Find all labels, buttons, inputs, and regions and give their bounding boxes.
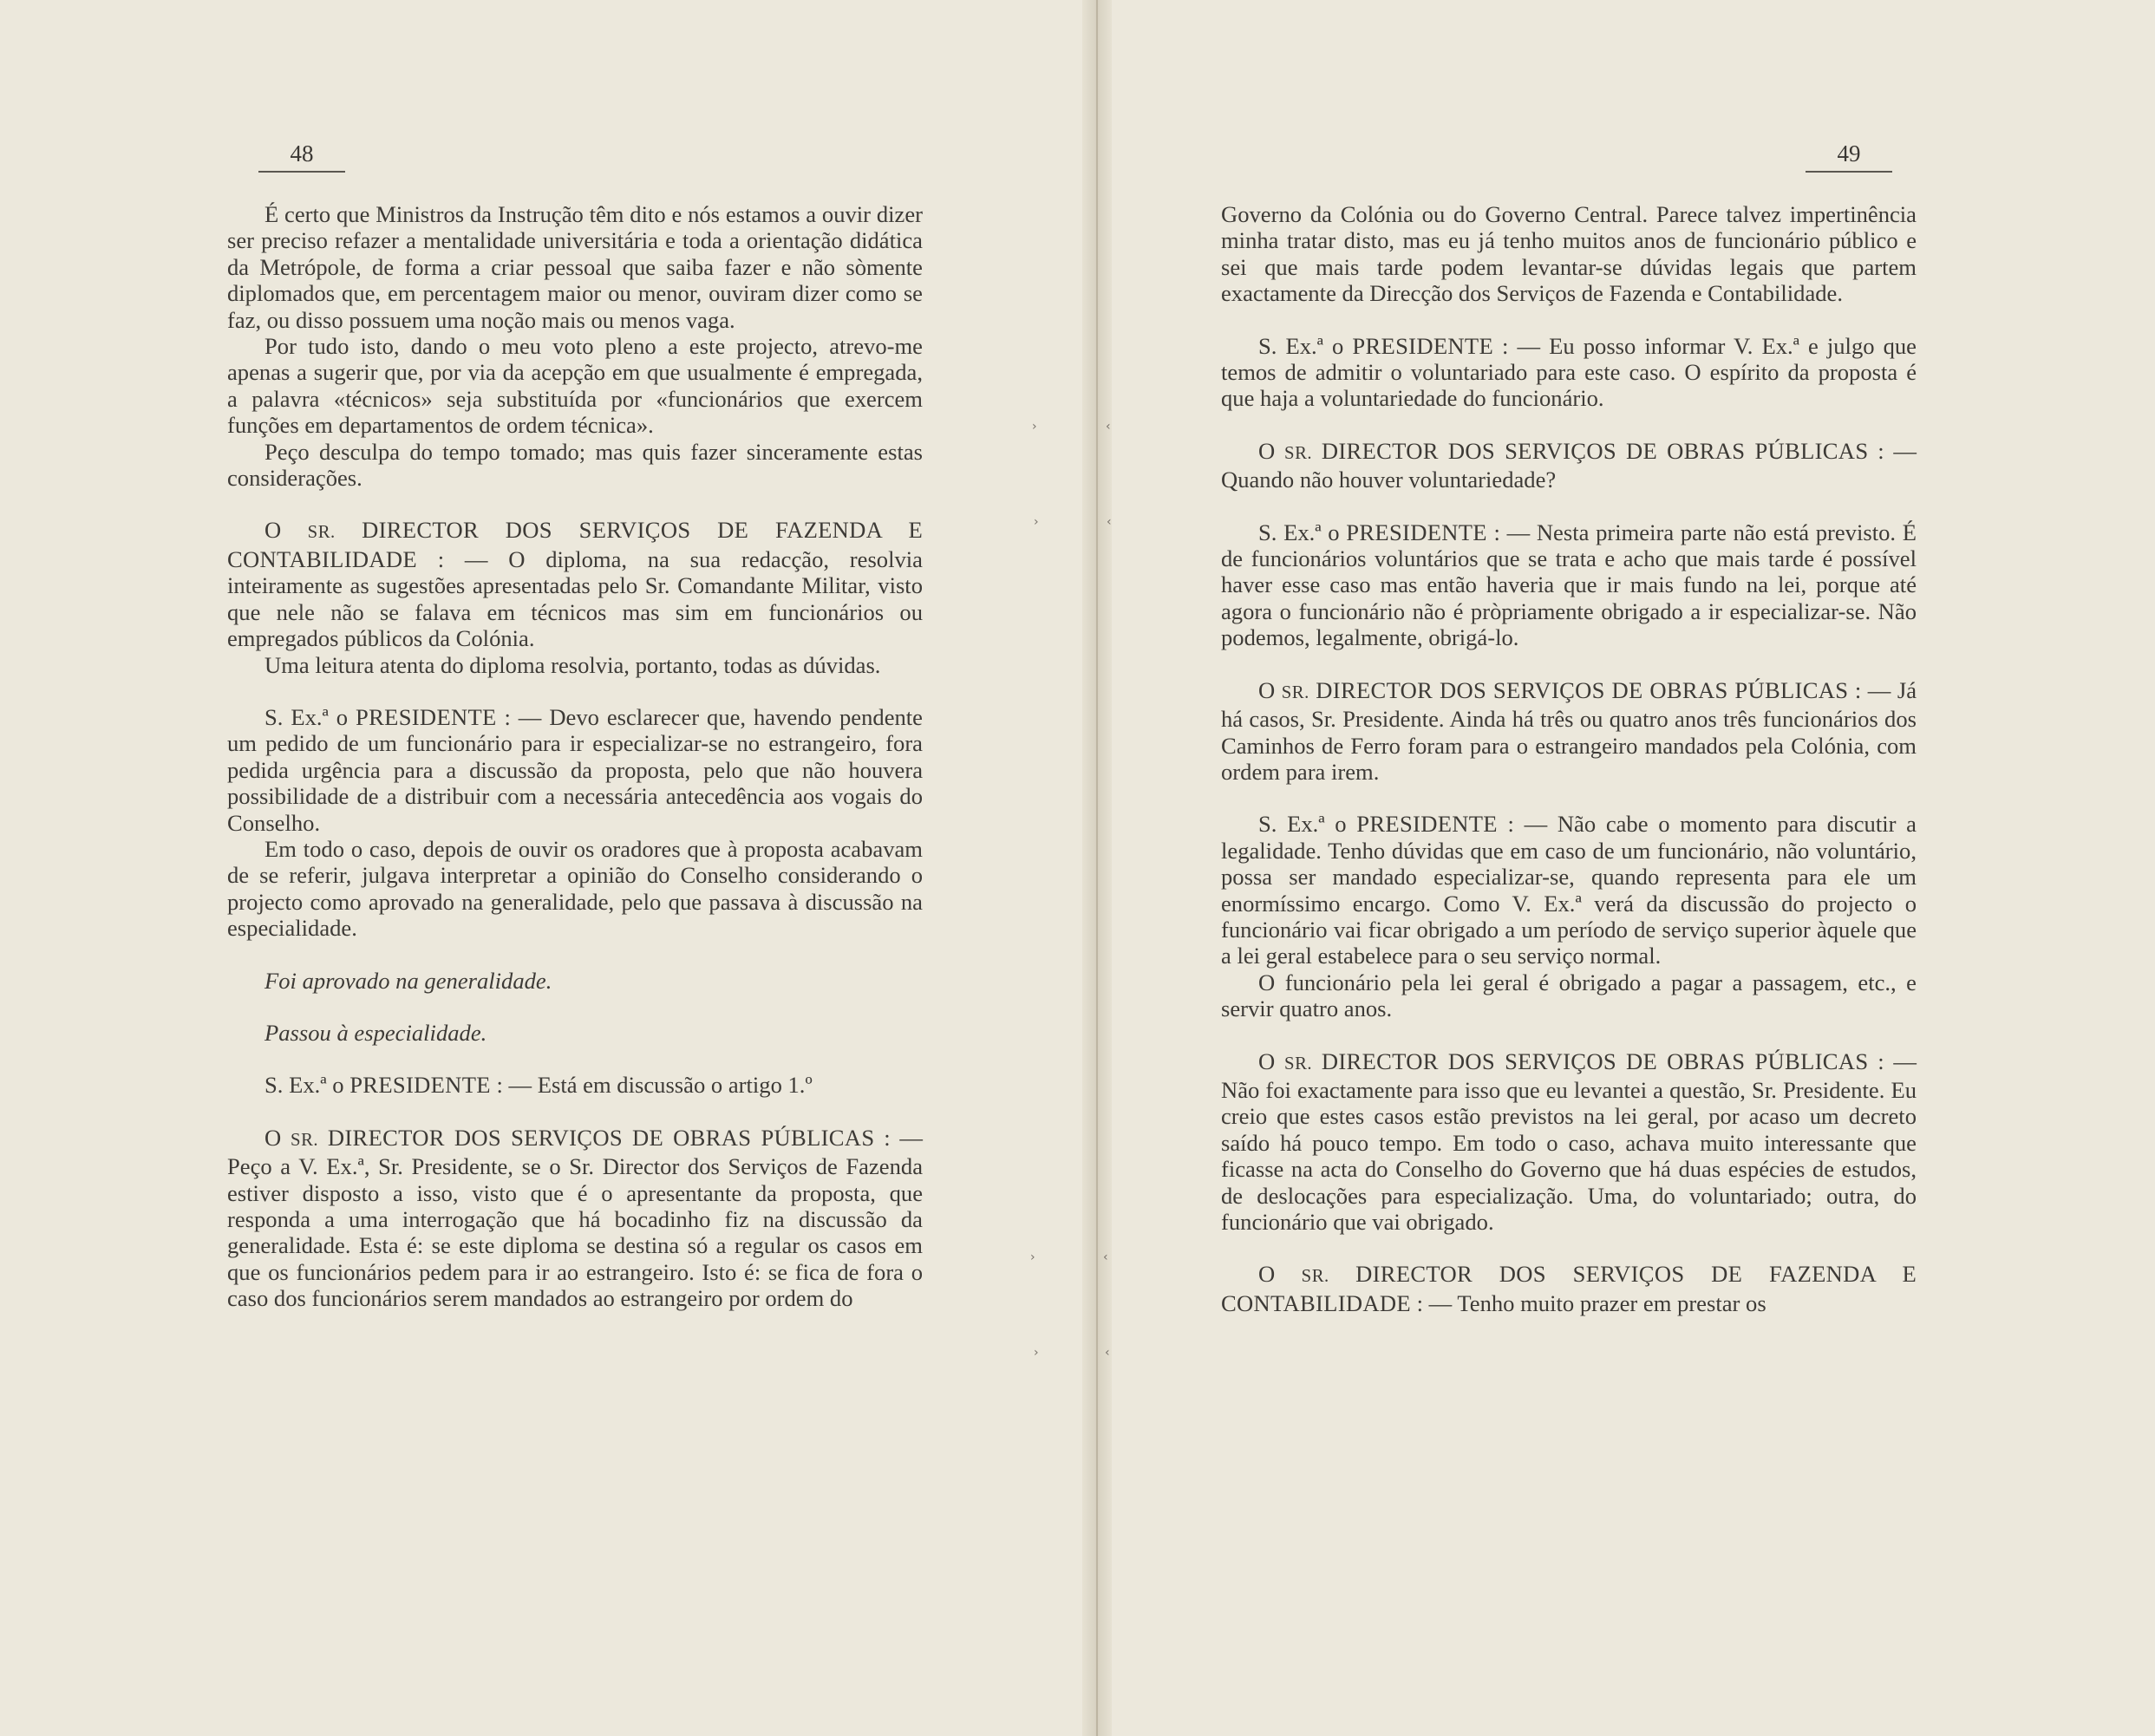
- speech-separator: : —: [437, 545, 488, 572]
- paragraph-gap: [1221, 493, 1917, 519]
- speech-separator: : —: [1502, 332, 1541, 359]
- paragraph-gap: [1221, 651, 1917, 677]
- staple-mark: ‹: [1106, 420, 1111, 434]
- speech-separator: : —: [1877, 437, 1917, 464]
- speech-paragraph: [1221, 333, 1917, 412]
- page-number-rule: [258, 171, 345, 173]
- staple-mark: ›: [1034, 1346, 1039, 1360]
- speech-text: Devo esclarecer que, havendo pendente um pedido de um funcionário para ir especializar-se no estrangeiro, fora pedida urgência para a discussão da proposta, pelo que não houvera possibilidade de a distribuir com a necessária antecedência aos vogais do Conselho.: [227, 703, 923, 836]
- page-number-left: [258, 140, 345, 173]
- speech-separator: : —: [496, 1072, 532, 1099]
- speaker-name: PRESIDENTE: [1356, 811, 1498, 838]
- speaker-prefix: O: [1258, 676, 1276, 703]
- speech-text: Não foi exactamente para isso que eu levantei a questão, Sr. Presidente. Eu creio que estes casos estão previstos na lei geral, por acaso um decreto saído há pouco tempo. Em todo o caso, achava muito interessante que ficasse na acta do Conselho do Governo que há duas espécies de estudos, de deslocações para especialização. Uma, do voluntariado; outra, do funcionário que vai obrigado.: [1221, 1076, 1917, 1235]
- staple-mark: ‹: [1105, 1346, 1110, 1360]
- speaker-prefix: S. Ex.ª o: [1258, 519, 1340, 545]
- speaker-prefix: O: [1258, 437, 1276, 464]
- speech-text: Eu posso informar V. Ex.ª e julgo que temos de admitir o voluntariado para este caso. O espírito da proposta é que haja a voluntariedade do funcionário.: [1221, 332, 1917, 412]
- speaker-title: SR.: [291, 1130, 319, 1150]
- speech-paragraph: [1221, 1048, 1917, 1236]
- speaker-prefix: S. Ex.ª o: [1258, 811, 1347, 838]
- staple-mark: ›: [1034, 515, 1039, 529]
- speech-paragraph: [1221, 1261, 1917, 1316]
- speech-paragraph: [227, 517, 923, 651]
- speaker-prefix: S. Ex.ª o: [264, 703, 349, 730]
- paragraph: Por tudo isto, dando o meu voto pleno a este projecto, atrevo-me apenas a sugerir que, por via da acepção em que usualmente é empregada, a palavra «técnicos» seja substituída por «funcionários que exercem funções em departamentos de ordem técnica».: [227, 333, 923, 439]
- procedural-note: Passou à especialidade.: [264, 1019, 487, 1046]
- paragraph: Uma leitura atenta do diploma resolvia, portanto, todas as dúvidas.: [264, 651, 881, 678]
- speech-text: Tenho muito prazer em prestar os: [1457, 1289, 1766, 1316]
- right-text-column: [1221, 201, 1917, 1316]
- speech-text: Não cabe o momento para discutir a legalidade. Tenho dúvidas que em caso de um funcionário, não voluntário, possa ser mandado especializar-se, quando representa para ele um enormíssimo encargo. Como V. Ex.ª verá da discussão do projecto o funcionário vai ficar obrigado a um período de serviço superior àquele que a lei geral estabelece para o seu serviço normal.: [1221, 811, 1917, 969]
- speaker-name: PRESIDENTE: [349, 1072, 491, 1099]
- speech-text: Já há casos, Sr. Presidente. Ainda há três ou quatro anos três funcionários dos Caminhos de Ferro foram para o estrangeiro mandados pela Colónia, com ordem para irem.: [1221, 676, 1917, 785]
- speaker-prefix: O: [264, 1124, 282, 1151]
- paragraph-gap: [227, 994, 923, 1020]
- speaker-name: DIRECTOR DOS SERVIÇOS DE OBRAS PÚBLICAS: [1316, 676, 1849, 703]
- speech-paragraph: [1221, 811, 1917, 969]
- page-number-text: 48: [290, 140, 314, 166]
- continued-paragraph: Governo da Colónia ou do Governo Central. Parece talvez impertinência minha tratar disto, mas eu já tenho muitos anos de funcionário público e sei que mais tarde podem levantar-se dúvidas legais que partem exactamente da Direcção dos Serviços de Fazenda e Contabilidade.: [1221, 201, 1917, 307]
- paragraph-gap: [1221, 1235, 1917, 1261]
- speaker-name: DIRECTOR DOS SERVIÇOS DE OBRAS PÚBLICAS: [1321, 1047, 1869, 1074]
- procedural-note: Foi aprovado na generalidade.: [264, 967, 552, 994]
- paragraph-gap: [227, 491, 923, 517]
- speech-separator: : —: [1507, 811, 1548, 838]
- speaker-name: DIRECTOR DOS SERVIÇOS DE OBRAS PÚBLICAS: [327, 1124, 875, 1151]
- paragraph-gap: [227, 678, 923, 704]
- speech-separator: : —: [884, 1124, 924, 1151]
- paragraph-gap: [1221, 785, 1917, 811]
- speech-separator: : —: [1416, 1289, 1453, 1316]
- speaker-title: SR.: [1284, 1054, 1313, 1074]
- paragraph-gap: [227, 942, 923, 968]
- speaker-name: PRESIDENTE: [356, 703, 497, 730]
- speaker-prefix: O: [1258, 1261, 1276, 1288]
- page-number-rule: [1806, 171, 1892, 173]
- paragraph-gap: [1221, 412, 1917, 438]
- paragraph-gap: [1221, 1022, 1917, 1048]
- staple-mark: ›: [1032, 420, 1037, 434]
- speech-paragraph: [227, 1072, 923, 1098]
- speaker-title: SR.: [1281, 682, 1309, 702]
- paragraph-gap: [227, 1099, 923, 1125]
- left-text-column: [227, 201, 923, 1312]
- page-number-right: [1806, 140, 1892, 173]
- speaker-title: SR.: [307, 523, 336, 543]
- paragraph: Peço desculpa do tempo tomado; mas quis fazer sinceramente estas considerações.: [227, 438, 923, 492]
- speech-separator: : —: [504, 703, 542, 730]
- staple-mark: ‹: [1103, 1250, 1108, 1264]
- speech-text: Quando não houver voluntariedade?: [1221, 467, 1557, 493]
- speaker-prefix: S. Ex.ª o: [1258, 332, 1344, 359]
- speech-text: O diploma, na sua redacção, resolvia inteiramente as sugestões apresentadas pelo Sr. Comandante Militar, visto que nele não se falava em técnicos mas sim em funcionários ou empregados públicos da Colónia.: [227, 545, 923, 652]
- speech-separator: : —: [1877, 1047, 1917, 1074]
- speaker-title: SR.: [1301, 1267, 1329, 1287]
- speech-text: Peço a V. Ex.ª, Sr. Presidente, se o Sr. Director dos Serviços de Fazenda estiver disposto a isso, visto que é o apresentante da proposta, que responda a uma interrogação que há bocadinho fiz na discussão da generalidade. Esta é: se este diploma se destina só a regular os casos em que os funcionários pedem para ir ao estrangeiro. Isto é: se fica de fora o caso dos funcionários serem mandados ao estrangeiro por ordem do: [227, 1153, 923, 1312]
- speaker-prefix: O: [264, 517, 282, 544]
- speech-paragraph: [227, 1125, 923, 1312]
- speaker-prefix: O: [1258, 1047, 1276, 1074]
- paragraph-gap: [227, 1046, 923, 1072]
- speech-paragraph: [1221, 677, 1917, 786]
- fold-line: [1096, 0, 1098, 1736]
- staple-mark: ›: [1030, 1250, 1035, 1264]
- speech-separator: : —: [1493, 519, 1531, 545]
- speech-text: Nesta primeira parte não está previsto. É de funcionários voluntários que se trata e acho que mais tarde é possível haver esse caso mas então haveria que ir mais fundo na lei, porque até agora o funcionário não é pròpriamente obrigado a ir especializar-se. Não podemos, legalmente, obrigá-lo.: [1221, 519, 1917, 651]
- staple-mark: ‹: [1107, 515, 1112, 529]
- paragraph: É certo que Ministros da Instrução têm dito e nós estamos a ouvir dizer ser preciso refazer a mentalidade universitária e toda a orientação didática da Metrópole, de forma a criar pessoal que saiba fazer e não sòmente diplomados que, em percentagem maior ou menor, ouviram dizer como se faz, ou disso possuem uma noção mais ou menos vaga.: [227, 201, 923, 333]
- speaker-title: SR.: [1284, 443, 1313, 463]
- speaker-name: PRESIDENTE: [1346, 519, 1487, 545]
- paragraph: Em todo o caso, depois de ouvir os oradores que à proposta acabavam de se referir, julgava interpretar a opinião do Conselho considerando o projecto como aprovado na generalidade, pelo que passava à discussão na especialidade.: [227, 835, 923, 942]
- paragraph: O funcionário pela lei geral é obrigado a pagar a passagem, etc., e servir quatro anos.: [1221, 969, 1917, 1022]
- speaker-name: PRESIDENTE: [1352, 332, 1493, 359]
- speaker-name: DIRECTOR DOS SERVIÇOS DE FAZENDA E CONTABILIDADE: [227, 517, 923, 572]
- speech-text: Está em discussão o artigo 1.º: [537, 1072, 813, 1099]
- speech-paragraph: [1221, 519, 1917, 651]
- right-page: [1094, 0, 2155, 1736]
- paragraph-gap: [1221, 307, 1917, 333]
- speech-separator: : —: [1854, 676, 1891, 703]
- speaker-name: DIRECTOR DOS SERVIÇOS DE OBRAS PÚBLICAS: [1321, 437, 1869, 464]
- speaker-prefix: S. Ex.ª o: [264, 1072, 344, 1099]
- speech-paragraph: [1221, 438, 1917, 493]
- speech-paragraph: [227, 704, 923, 836]
- speaker-name: DIRECTOR DOS SERVIÇOS DE FAZENDA E CONTABILIDADE: [1221, 1261, 1917, 1316]
- page-number-text: 49: [1837, 140, 1861, 166]
